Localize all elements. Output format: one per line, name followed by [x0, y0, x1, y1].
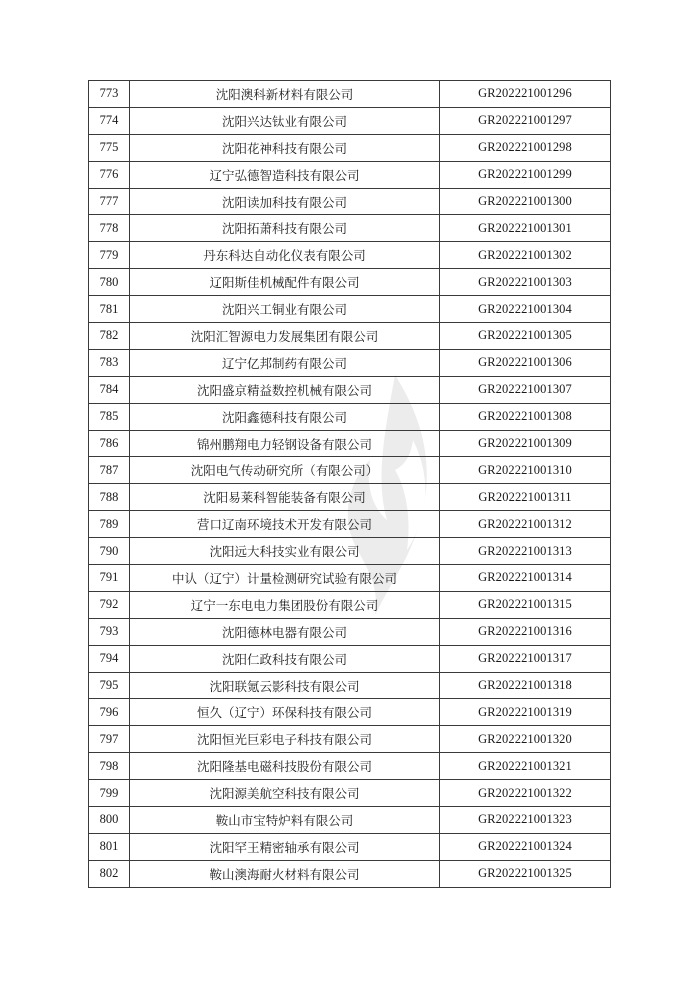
certificate-number-cell: GR202221001319: [440, 699, 611, 726]
company-name-cell: 沈阳隆基电磁科技股份有限公司: [130, 753, 440, 780]
certificate-number-cell: GR202221001300: [440, 188, 611, 215]
certificate-number-cell: GR202221001315: [440, 591, 611, 618]
table-row: [89, 161, 611, 188]
row-number-cell: 783: [89, 349, 130, 376]
table-row: [89, 134, 611, 161]
company-name-cell: 锦州鹏翔电力轻钢设备有限公司: [130, 430, 440, 457]
company-name-cell: 沈阳联氪云影科技有限公司: [130, 672, 440, 699]
table-row: [89, 860, 611, 887]
table-row: [89, 672, 611, 699]
table-row: [89, 753, 611, 780]
company-name-cell: 沈阳拓萧科技有限公司: [130, 215, 440, 242]
company-name-cell: 沈阳澳科新材料有限公司: [130, 81, 440, 108]
certificate-number-cell: GR202221001322: [440, 780, 611, 807]
certificate-number-cell: GR202221001296: [440, 81, 611, 108]
row-number-cell: 784: [89, 376, 130, 403]
company-name-cell: 辽宁亿邦制药有限公司: [130, 349, 440, 376]
row-number-cell: 774: [89, 107, 130, 134]
row-number-cell: 782: [89, 323, 130, 350]
table-row: [89, 833, 611, 860]
row-number-cell: 798: [89, 753, 130, 780]
row-number-cell: 777: [89, 188, 130, 215]
certificate-number-cell: GR202221001310: [440, 457, 611, 484]
company-name-cell: 沈阳读加科技有限公司: [130, 188, 440, 215]
certificate-number-cell: GR202221001320: [440, 726, 611, 753]
table-row: [89, 323, 611, 350]
certificate-number-cell: GR202221001301: [440, 215, 611, 242]
row-number-cell: 797: [89, 726, 130, 753]
company-name-cell: 沈阳仁政科技有限公司: [130, 645, 440, 672]
table-row: [89, 107, 611, 134]
company-name-cell: 辽宁弘德智造科技有限公司: [130, 161, 440, 188]
table-row: [89, 780, 611, 807]
row-number-cell: 776: [89, 161, 130, 188]
company-name-cell: 辽宁一东电电力集团股份有限公司: [130, 591, 440, 618]
table-row: [89, 269, 611, 296]
table-row: [89, 511, 611, 538]
table-row: [89, 726, 611, 753]
certificate-number-cell: GR202221001305: [440, 323, 611, 350]
row-number-cell: 787: [89, 457, 130, 484]
certificate-number-cell: GR202221001323: [440, 807, 611, 834]
row-number-cell: 796: [89, 699, 130, 726]
company-name-cell: 沈阳恒光巨彩电子科技有限公司: [130, 726, 440, 753]
certificate-number-cell: GR202221001299: [440, 161, 611, 188]
row-number-cell: 780: [89, 269, 130, 296]
table-row: [89, 565, 611, 592]
certificate-number-cell: GR202221001318: [440, 672, 611, 699]
table-row: [89, 807, 611, 834]
certificate-number-cell: GR202221001314: [440, 565, 611, 592]
row-number-cell: 778: [89, 215, 130, 242]
table-row: [89, 484, 611, 511]
table-row: [89, 215, 611, 242]
row-number-cell: 794: [89, 645, 130, 672]
row-number-cell: 791: [89, 565, 130, 592]
certificate-number-cell: GR202221001321: [440, 753, 611, 780]
row-number-cell: 802: [89, 860, 130, 887]
certificate-number-cell: GR202221001325: [440, 860, 611, 887]
certificate-number-cell: GR202221001317: [440, 645, 611, 672]
table-row: [89, 618, 611, 645]
table-row: [89, 538, 611, 565]
row-number-cell: 779: [89, 242, 130, 269]
company-name-cell: 丹东科达自动化仪表有限公司: [130, 242, 440, 269]
company-name-cell: 鞍山澳海耐火材料有限公司: [130, 860, 440, 887]
company-name-cell: 沈阳远大科技实业有限公司: [130, 538, 440, 565]
row-number-cell: 795: [89, 672, 130, 699]
company-name-cell: 营口辽南环境技术开发有限公司: [130, 511, 440, 538]
company-name-cell: 中认（辽宁）计量检测研究试验有限公司: [130, 565, 440, 592]
company-name-cell: 沈阳罕王精密轴承有限公司: [130, 833, 440, 860]
certificate-number-cell: GR202221001302: [440, 242, 611, 269]
company-name-cell: 沈阳德林电器有限公司: [130, 618, 440, 645]
company-name-cell: 恒久（辽宁）环保科技有限公司: [130, 699, 440, 726]
row-number-cell: 781: [89, 296, 130, 323]
company-name-cell: 沈阳鑫德科技有限公司: [130, 403, 440, 430]
table-row: [89, 81, 611, 108]
row-number-cell: 775: [89, 134, 130, 161]
company-name-cell: 沈阳花神科技有限公司: [130, 134, 440, 161]
certificate-number-cell: GR202221001316: [440, 618, 611, 645]
table-row: [89, 403, 611, 430]
table-row: [89, 188, 611, 215]
row-number-cell: 792: [89, 591, 130, 618]
table-row: [89, 699, 611, 726]
table-row: [89, 457, 611, 484]
certificate-number-cell: GR202221001307: [440, 376, 611, 403]
certificate-number-cell: GR202221001304: [440, 296, 611, 323]
certificate-number-cell: GR202221001306: [440, 349, 611, 376]
certificate-number-cell: GR202221001303: [440, 269, 611, 296]
row-number-cell: 788: [89, 484, 130, 511]
row-number-cell: 785: [89, 403, 130, 430]
certificate-number-cell: GR202221001309: [440, 430, 611, 457]
table-row: [89, 296, 611, 323]
company-name-cell: 鞍山市宝特炉料有限公司: [130, 807, 440, 834]
company-name-cell: 沈阳盛京精益数控机械有限公司: [130, 376, 440, 403]
certificate-number-cell: GR202221001297: [440, 107, 611, 134]
certificate-number-cell: GR202221001311: [440, 484, 611, 511]
table-row: [89, 376, 611, 403]
table-row: [89, 591, 611, 618]
company-name-cell: 沈阳易莱科智能装备有限公司: [130, 484, 440, 511]
certificate-number-cell: GR202221001298: [440, 134, 611, 161]
row-number-cell: 801: [89, 833, 130, 860]
company-name-cell: 沈阳电气传动研究所（有限公司）: [130, 457, 440, 484]
certificate-number-cell: GR202221001308: [440, 403, 611, 430]
table-row: [89, 645, 611, 672]
enterprise-registry-table: [88, 80, 611, 888]
company-name-cell: 沈阳兴达钛业有限公司: [130, 107, 440, 134]
table-row: [89, 242, 611, 269]
row-number-cell: 800: [89, 807, 130, 834]
row-number-cell: 786: [89, 430, 130, 457]
certificate-number-cell: GR202221001313: [440, 538, 611, 565]
certificate-number-cell: GR202221001324: [440, 833, 611, 860]
certificate-number-cell: GR202221001312: [440, 511, 611, 538]
company-name-cell: 沈阳汇智源电力发展集团有限公司: [130, 323, 440, 350]
row-number-cell: 790: [89, 538, 130, 565]
row-number-cell: 773: [89, 81, 130, 108]
row-number-cell: 793: [89, 618, 130, 645]
row-number-cell: 789: [89, 511, 130, 538]
company-name-cell: 沈阳源美航空科技有限公司: [130, 780, 440, 807]
table-row: [89, 349, 611, 376]
company-name-cell: 辽阳斯佳机械配件有限公司: [130, 269, 440, 296]
row-number-cell: 799: [89, 780, 130, 807]
company-name-cell: 沈阳兴工铜业有限公司: [130, 296, 440, 323]
table-row: [89, 430, 611, 457]
